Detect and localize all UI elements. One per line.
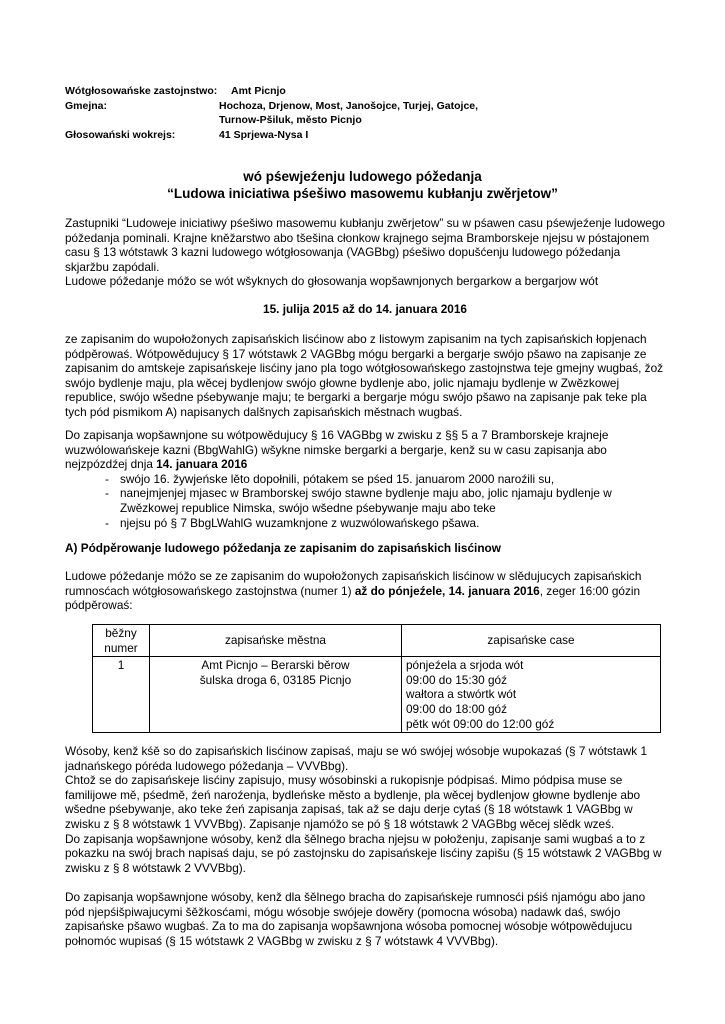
condition-item: - njejsu pó § 7 BbgLWahlG wuzamknjone z wuzwólowańskego pšawa. xyxy=(65,516,665,531)
municipality-value-line1: Hochoza, Drjenow, Most, Janošojce, Turjej, Gatojce, xyxy=(219,99,479,112)
condition-text-3: njejsu pó § 7 BbgLWahlG wuzamknjone z wuzwólowańskego pšawa. xyxy=(120,515,480,530)
row-place xyxy=(150,657,402,733)
intro-block xyxy=(65,216,665,289)
time-line: pětk wót 09:00 do 12:00 góź xyxy=(406,716,555,731)
time-line: 09:00 do 15:30 góź xyxy=(406,672,508,687)
closing-paragraph-1: Wósoby, kenž kśě so do zapisańskich lisćinow zapisaś, maju se wó swójej wósobje wupokazaś (§ 7 wótstawk 1 jadnańskego póréda ludowego póžedanja – VVVBbg). xyxy=(65,744,648,773)
closing-paragraph-4-text: Do zapisanja wopšawnjone wósoby, kenž dla šělnego bracha do zapisańskeje rumnosći pśiś njamógu abo jano pód njepśišpiwajucymi šěžkosćami, mógu wósobje swójeje dowěry (pomocna wósoba) nadawk daś, swójo zapisańske pšawo wugbaś. Za to ma do zapisanja wopšawnjona wósoba pomocnej wósobje wótpowědujucu połnomóc wupisaś (§ 15 wótstawk 2 VAGBbg w zwisku z § 7 wótstawk 4 VVVBbg). xyxy=(65,890,646,948)
registration-table xyxy=(92,624,661,733)
table-header-row xyxy=(93,625,661,657)
eligibility-paragraph xyxy=(65,428,665,472)
municipality-value-line2: Turnow-Pšiluk, město Picnjo xyxy=(219,114,362,126)
title-line1: wó pśewjeźenju ludowego póžedanja xyxy=(243,169,482,184)
place-line1: Amt Picnjo – Berarski běrow xyxy=(201,658,350,673)
condition-item: - nanejmjenjej mjasec w Bramborskej swójo stawne bydlenje maju abo, jolic njamaju bydlenje w Zwězkowej republice Nimska, swójo wšedne pśebywanje maju abo teke xyxy=(65,486,665,515)
section-a-text: Ludowe póžedanje móžo se ze zapisanim do wupołožonych zapisańskich lisćinow w slědujucych zapisańskich rumnosćach wótgłosowańskego zastojnstwa (numer 1) xyxy=(65,569,642,598)
intro-paragraph-3 xyxy=(65,332,665,420)
condition-text-1: swójo 16. žywjeńske lěto dopołnili, pótakem se pśed 15. januarom 2000 naroźili su, xyxy=(120,471,555,486)
closing-paragraph-4 xyxy=(65,890,665,948)
condition-item: - swójo 16. žywjeńske lěto dopołnili, pótakem se pśed 15. januarom 2000 naroźili su, xyxy=(65,472,665,487)
committee-value: Amt Picnjo xyxy=(231,85,286,97)
section-a-tail: , zeger 16:00 gózin pódpěrowaś: xyxy=(65,583,641,613)
time-line: wałtora a stwórtk wót xyxy=(406,687,517,702)
section-a-paragraph xyxy=(65,569,665,613)
district-label: Głosowański wokrejs: xyxy=(65,128,176,141)
date-range: 15. julija 2015 až do 14. januara 2016 xyxy=(263,302,467,316)
committee-label: Wótgłosowańske zastojnstwo: xyxy=(65,85,218,97)
intro-paragraph-1: Zastupniki “Ludoweje iniciatiwy pśešiwo masowemu kubłanju zwěrjetow” su w pśawen casu pśewjeźenje ludowego póžedanja pominali. Krajne kněžarstwo abo tšešina cłonkow krajnego sejma Bramborskeje njejsu w póstajonem casu § 13 wótstawk 3 kazni ludowego wótgłosowanja (VAGBbg) pśešiwo dopušćenju ludowego póžedanja skjaržbu zapódali. xyxy=(65,216,665,274)
header-number: běžny numer xyxy=(93,625,150,657)
district-value: 41 Sprjewa-Nysa I xyxy=(219,128,309,141)
document-title xyxy=(0,168,725,202)
place-line2: šulska droga 6, 03185 Picnjo xyxy=(199,672,352,687)
eligibility-deadline: 14. januara 2016 xyxy=(156,457,248,472)
intro-paragraph-2: Ludowe póžedanje móžo se wót wšyknych do głosowanja wopšawnjonych bergarkow a bergarjow wót xyxy=(65,274,599,289)
eligibility-text: Do zapisanja wopšawnjone su wótpowědujucy § 16 VAGBbg w zwisku z §§ 5 a 7 Bramborskeje krajneje wuzwólowańskeje kazni (BbgWahlG) wšykne nimske bergarki a bergarje, kenž su w casu zapisanja abo nejzpózdźej dnja xyxy=(65,428,609,472)
eligibility-block xyxy=(65,428,665,530)
table-row xyxy=(93,657,661,733)
section-a-deadline: až do pónjeźele, 14. januara 2016 xyxy=(354,583,540,598)
closing-paragraph-2: Chtož se do zapisańskeje lisćiny zapisujo, musy wósobinski a rukopisnje pódpisaś. Mimo pódpisa muse se familijowe mě, pśedmě, źeń naroźenja, bydleńske město a bydlenje, pla wěcej bydlenjow głowne bydlenje abo wšedne pśebywanje, ako teke źeń zapisanja zapisaś, tak až se daju derje cytaś (§ 18 wótstawk 1 VAGBbg w zwisku z § 8 wótstawk 1 VVVBbg). Zapisanje njamóžo se pó § 18 wótstawk 2 VAGBbg wěcej slědk wześ. xyxy=(65,773,641,831)
closing-paragraph-3: Do zapisanja wopšawnjone wósoby, kenž dla šělnego bracha njejsu w połoženju, zapisanje sami wugbaś a to z pokazku na swój brach napisaś daju, se pó zastojnsku do zapisańskeje lisćiny zapišu (§ 15 wótstawk 2 VAGBbg w zwisku z § 8 wótstawk 2 VVVBbg). xyxy=(65,831,662,875)
title-line2: “Ludowa iniciatiwa pśešiwo masowemu kubłanju zwěrjetow” xyxy=(167,186,558,201)
condition-text-2: nanejmjenjej mjasec w Bramborskej swójo stawne bydlenje maju abo, jolic njamaju bydlenje w Zwězkowej republice Nimska, swójo wšedne pśebywanje maju abo teke xyxy=(120,486,612,515)
time-line: 09:00 do 18:00 góź xyxy=(406,701,508,716)
header-times: zapisańske case xyxy=(402,625,661,657)
row-number: 1 xyxy=(93,657,150,733)
section-a-heading: A) Pódpěrowanje ludowego póžedanja ze zapisanim do zapisańskich lisćinow xyxy=(65,541,501,555)
closing-block xyxy=(65,744,665,875)
intro-paragraph-3-text: ze zapisanim do wupołožonych zapisańskich lisćinow abo z listowym zapisanim na tych zapisańskich łopjenach pódpěrowaś. Wótpowědujucy § 17 wótstawk 2 VAGBbg mógu bergarki a bergarje swójo pšawo na zapisanje ze zapisanim do amtskeje zapisańskeje lisćiny jano pla togo wótgłosowańskego zastojnstwa teje gmejny wugbaś, žož swójo bydlenje maju, pla wěcej bydlenjow swójo głowne bydlenje abo, jolic njamaju bydlenje w Zwězkowej republice, swójo wšedne pśebywanje maju; te bergarki a bergarje mógu swójo pšawo na zapisanje pak teke pla tych pód pismikom A) napisanych dalšnych zapisańskich městnach wugbaś. xyxy=(65,332,664,419)
section-a-text-wrap xyxy=(65,569,665,613)
header-place: zapisańske městna xyxy=(150,625,402,657)
conditions-list xyxy=(65,472,665,530)
municipality-label: Gmejna: xyxy=(65,99,108,112)
row-times xyxy=(402,657,661,733)
time-line: pónjeźela a srjoda wót xyxy=(406,658,524,673)
